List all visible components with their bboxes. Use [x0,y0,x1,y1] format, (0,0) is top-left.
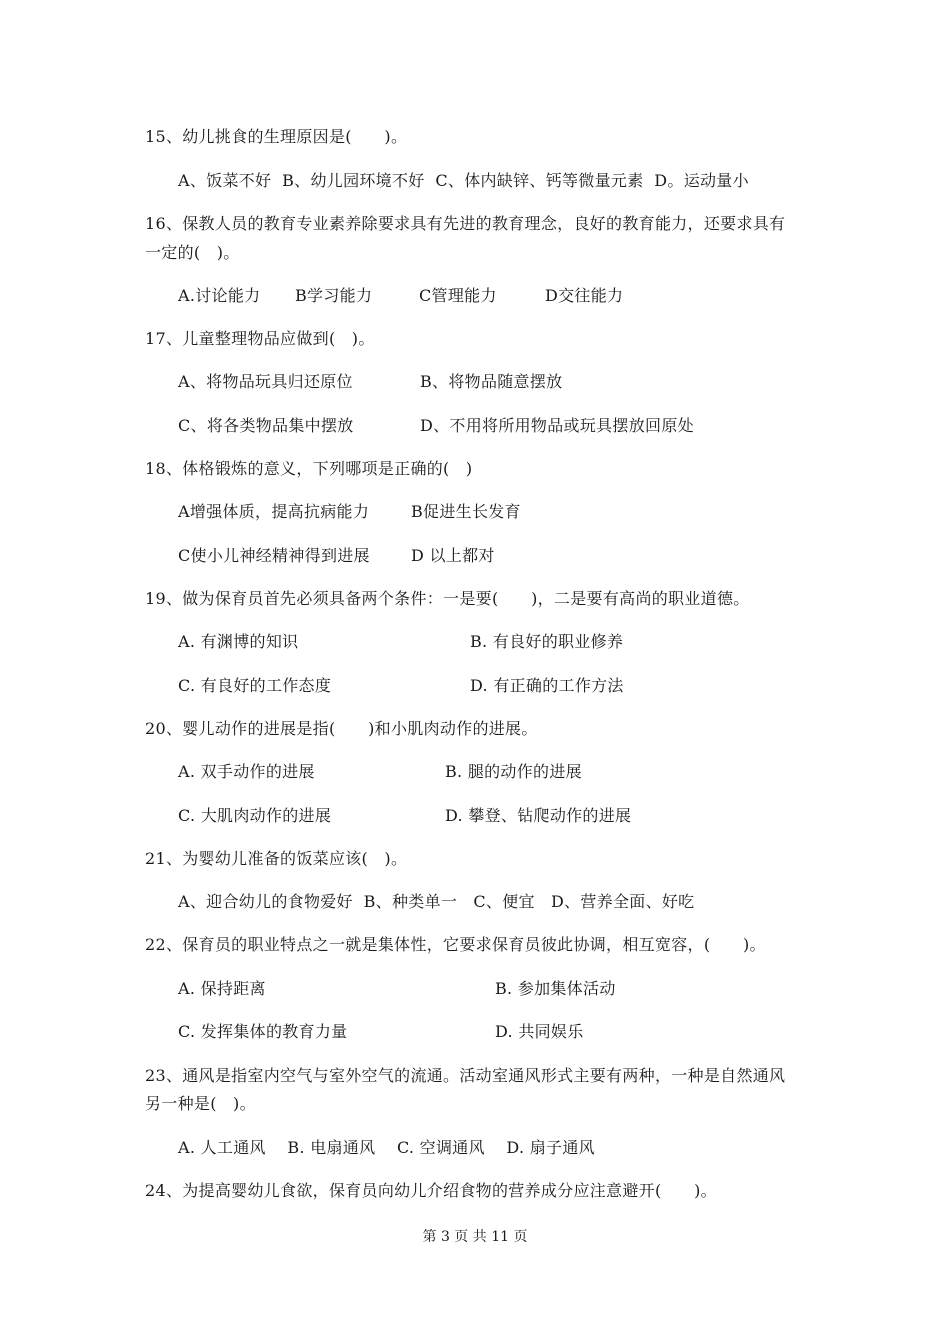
question-22-option-d: D. 共同娱乐 [495,1022,584,1041]
question-16-option-d: D交往能力 [545,286,624,305]
question-20-option-b: B. 腿的动作的进展 [445,762,582,781]
question-24-stem: 24、为提高婴幼儿食欲，保育员向幼儿介绍食物的营养成分应注意避开( )。 [145,1181,717,1200]
question-18-option-b: B促进生长发育 [411,502,521,521]
question-19-stem: 19、做为保育员首先必须具备两个条件：一是要( )，二是要有高尚的职业道德。 [145,589,750,608]
question-21-options: A、迎合幼儿的食物爱好 B、种类单一 C、便宜 D、营养全面、好吃 [178,892,695,911]
question-19-option-a: A. 有渊博的知识 [178,632,299,651]
question-22-option-a: A. 保持距离 [178,979,266,998]
question-15-stem: 15、幼儿挑食的生理原因是( )。 [145,127,408,146]
question-17-option-d: D、不用将所用物品或玩具摆放回原处 [420,416,694,435]
question-18-option-c: C使小儿神经精神得到进展 [178,546,370,565]
question-16-stem-line-1: 16、保教人员的教育专业素养除要求具有先进的教育理念，良好的教育能力，还要求具有 [145,214,786,233]
question-22-option-b: B. 参加集体活动 [495,979,616,998]
question-16-option-a: A.讨论能力 [178,286,261,305]
question-22-stem: 22、保育员的职业特点之一就是集体性，它要求保育员彼此协调，相互宽容，( )。 [145,935,766,954]
question-19-option-c: C. 有良好的工作态度 [178,676,332,695]
question-17-option-b: B、将物品随意摆放 [420,372,563,391]
question-18-option-d: D 以上都对 [411,546,495,565]
question-16-option-c: C管理能力 [419,286,497,305]
question-15-options: A、饭菜不好 B、幼儿园环境不好 C、体内缺锌、钙等微量元素 D。运动量小 [178,171,749,190]
question-20-stem: 20、婴儿动作的进展是指( )和小肌肉动作的进展。 [145,719,538,738]
question-19-option-b: B. 有良好的职业修养 [470,632,624,651]
question-23-options: A. 人工通风 B. 电扇通风 C. 空调通风 D. 扇子通风 [178,1138,595,1157]
question-20-option-c: C. 大肌肉动作的进展 [178,806,332,825]
question-18-option-a: A增强体质，提高抗病能力 [178,502,370,521]
question-22-option-c: C. 发挥集体的教育力量 [178,1022,348,1041]
question-20-option-d: D. 攀登、钻爬动作的进展 [445,806,632,825]
question-21-stem: 21、为婴幼儿准备的饭菜应该( )。 [145,849,408,868]
question-23-stem-line-2: 另一种是( )。 [145,1094,256,1113]
question-18-stem: 18、体格锻炼的意义，下列哪项是正确的( ) [145,459,473,478]
question-16-stem-line-2: 一定的( )。 [145,243,240,262]
question-17-option-a: A、将物品玩具归还原位 [178,372,353,391]
question-16-option-b: B学习能力 [295,286,373,305]
question-23-stem-line-1: 23、通风是指室内空气与室外空气的流通。活动室通风形式主要有两种，一种是自然通风 [145,1066,786,1085]
question-17-option-c: C、将各类物品集中摆放 [178,416,354,435]
question-17-stem: 17、儿童整理物品应做到( )。 [145,329,375,348]
question-20-option-a: A. 双手动作的进展 [178,762,315,781]
question-19-option-d: D. 有正确的工作方法 [470,676,624,695]
page-footer: 第 3 页 共 11 页 [422,1229,528,1245]
